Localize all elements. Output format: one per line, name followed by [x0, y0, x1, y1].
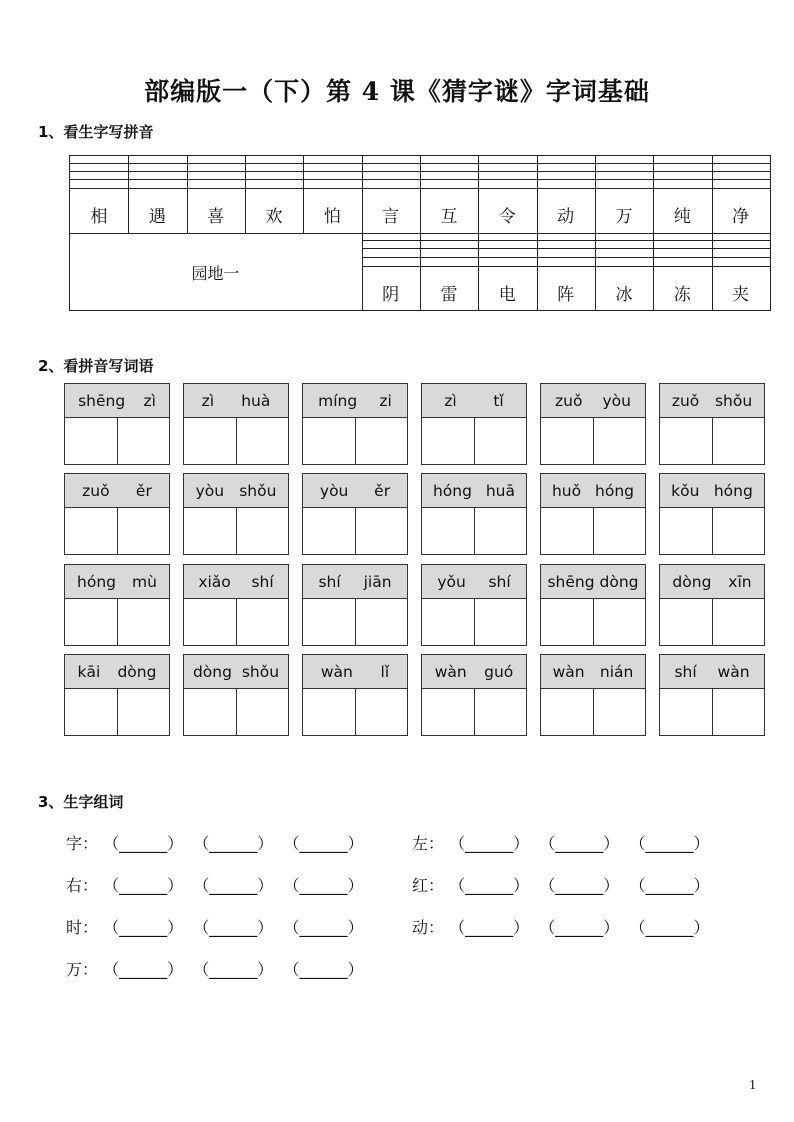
blank-field[interactable]: （______）: [273, 834, 364, 853]
blank-field[interactable]: （______）: [619, 834, 710, 853]
word-box: [659, 383, 765, 465]
cell-divider: [117, 418, 118, 464]
pinyin-label: [65, 384, 169, 418]
pinyin-syllable: shí: [251, 572, 274, 591]
writing-cells[interactable]: [422, 689, 526, 735]
cell-divider: [474, 418, 475, 464]
writing-cells[interactable]: [541, 689, 645, 735]
pinyin-syllable: shí: [488, 572, 511, 591]
word-box: [659, 473, 765, 555]
char-label: 右：: [66, 876, 99, 895]
pinyin-label: [660, 565, 764, 599]
pinyin-syllable: zuǒ: [555, 391, 583, 410]
pinyin-syllable: wàn: [434, 662, 467, 681]
char-cell: 电: [498, 285, 516, 305]
blank-field[interactable]: （______）: [619, 918, 710, 937]
char-cell: 冻: [673, 285, 691, 305]
cell-divider: [712, 418, 713, 464]
writing-cells[interactable]: [65, 599, 169, 645]
blank-field[interactable]: （______）: [273, 918, 364, 937]
char-cell: 纯: [673, 207, 691, 227]
cell-divider: [355, 418, 356, 464]
blank-field[interactable]: （______）: [183, 918, 274, 937]
pinyin-syllable: zì: [143, 391, 156, 410]
blank-field[interactable]: （______）: [444, 834, 530, 853]
word-box: [183, 654, 289, 736]
pinyin-syllable: lǐ: [380, 662, 390, 681]
char-label: 万：: [66, 960, 99, 979]
pinyin-syllable: wàn: [320, 662, 353, 681]
pinyin-syllable: huǒ: [551, 481, 582, 500]
pinyin-syllable: shǒu: [241, 662, 280, 681]
pinyin-syllable: zì: [201, 391, 215, 410]
pinyin-syllable: dòng: [192, 662, 232, 681]
writing-cells[interactable]: [422, 418, 526, 464]
word-box: [540, 383, 646, 465]
writing-cells[interactable]: [303, 599, 407, 645]
pinyin-syllable: xīn: [728, 572, 752, 591]
cell-divider: [593, 599, 594, 645]
pinyin-syllable: hóng: [713, 481, 753, 500]
cell-divider: [236, 689, 237, 735]
cell-divider: [355, 508, 356, 554]
char-cell: 怕: [323, 207, 341, 227]
pinyin-syllable: zuǒ: [82, 481, 110, 500]
pinyin-label: [541, 655, 645, 689]
pinyin-syllable: hóng: [432, 481, 472, 500]
pinyin-syllable: huà: [241, 391, 271, 410]
writing-cells[interactable]: [184, 689, 288, 735]
word-building-row: [412, 873, 709, 896]
word-box: [183, 473, 289, 555]
pinyin-label: [541, 474, 645, 508]
char-cell: 动: [557, 207, 575, 227]
blank-field[interactable]: （______）: [529, 918, 620, 937]
pinyin-syllable: dòng: [672, 572, 712, 591]
writing-cells[interactable]: [660, 599, 764, 645]
char-cell: 阴: [382, 285, 400, 305]
word-building-row: [412, 831, 709, 854]
pinyin-label: [660, 655, 764, 689]
word-box: [540, 473, 646, 555]
pinyin-syllable: dòng: [599, 572, 639, 591]
cell-divider: [117, 508, 118, 554]
blank-field[interactable]: （______）: [444, 876, 530, 895]
pinyin-line: [362, 248, 770, 249]
pinyin-syllable: zì: [444, 391, 457, 410]
word-building-row: [66, 873, 363, 896]
pinyin-label: [541, 565, 645, 599]
word-box: [421, 654, 527, 736]
writing-cells[interactable]: [541, 418, 645, 464]
pinyin-label: [303, 655, 407, 689]
pinyin-label: [303, 474, 407, 508]
char-cell: 雷: [440, 285, 458, 305]
blank-field[interactable]: （______）: [183, 876, 274, 895]
word-box: [302, 654, 408, 736]
pinyin-syllable: shǒu: [714, 391, 753, 410]
char-cell: 相: [90, 207, 108, 227]
pinyin-syllable: nián: [599, 662, 634, 681]
word-box: [421, 383, 527, 465]
char-cell: 言: [382, 207, 400, 227]
char-cell: 喜: [207, 207, 225, 227]
cell-divider: [474, 508, 475, 554]
pinyin-label: [422, 655, 526, 689]
char-cell: 冰: [615, 285, 633, 305]
word-box: [64, 564, 170, 646]
pinyin-syllable: jiān: [363, 572, 392, 591]
writing-cells[interactable]: [184, 599, 288, 645]
pinyin-syllable: míng: [318, 391, 358, 410]
char-cell: 万: [615, 207, 633, 227]
pinyin-syllable: wàn: [717, 662, 750, 681]
word-box: [183, 564, 289, 646]
word-building-row: [66, 831, 363, 854]
pinyin-label: [422, 565, 526, 599]
pinyin-label: [660, 474, 764, 508]
char-cell: 令: [498, 207, 516, 227]
char-cell: 欢: [265, 207, 283, 227]
blank-field[interactable]: （______）: [529, 834, 620, 853]
pinyin-table: [69, 155, 771, 311]
pinyin-syllable: xiǎo: [198, 572, 231, 591]
page-title: 部编版一（下）第 4 课《猜字谜》字词基础: [144, 77, 650, 106]
cell-divider: [593, 689, 594, 735]
char-cell: 夹: [732, 285, 750, 305]
word-box: [183, 383, 289, 465]
blank-field[interactable]: （______）: [619, 876, 710, 895]
writing-cells[interactable]: [65, 689, 169, 735]
pinyin-syllable: shǒu: [239, 481, 277, 500]
writing-cells[interactable]: [660, 418, 764, 464]
writing-cells[interactable]: [660, 508, 764, 554]
pinyin-label: [184, 384, 288, 418]
pinyin-label: [184, 565, 288, 599]
cell-divider: [355, 689, 356, 735]
char-label: 时：: [66, 918, 99, 937]
char-cell: 阵: [557, 285, 575, 305]
pinyin-syllable: kǒu: [671, 481, 700, 500]
yuandi-label: 园地一: [191, 263, 240, 283]
pinyin-line: [362, 266, 770, 267]
pinyin-syllable: shí: [674, 662, 697, 681]
word-box: [421, 564, 527, 646]
pinyin-syllable: tǐ: [493, 391, 504, 410]
blank-field[interactable]: （______）: [444, 918, 530, 937]
word-box: [64, 473, 170, 555]
word-box: [302, 564, 408, 646]
cell-divider: [117, 599, 118, 645]
blank-field[interactable]: （______）: [183, 960, 274, 979]
writing-cells[interactable]: [303, 508, 407, 554]
word-box: [540, 654, 646, 736]
cell-divider: [474, 689, 475, 735]
cell-divider: [712, 508, 713, 554]
section2-heading: 2、看拼音写词语: [38, 357, 154, 375]
word-box: [302, 383, 408, 465]
blank-field[interactable]: （______）: [98, 834, 184, 853]
pinyin-syllable: dòng: [117, 662, 157, 681]
pinyin-syllable: shí: [318, 572, 341, 591]
writing-cells[interactable]: [65, 418, 169, 464]
word-building-row: [66, 915, 363, 938]
pinyin-label: [541, 384, 645, 418]
char-label: 左：: [412, 834, 445, 853]
word-box: [421, 473, 527, 555]
pinyin-label: [65, 565, 169, 599]
writing-cells[interactable]: [184, 508, 288, 554]
pinyin-syllable: kāi: [77, 662, 101, 681]
pinyin-syllable: shēng: [78, 391, 126, 410]
pinyin-label: [303, 565, 407, 599]
char-cell: 净: [732, 207, 750, 227]
cell-divider: [355, 599, 356, 645]
writing-cells[interactable]: [184, 418, 288, 464]
pinyin-syllable: yǒu: [437, 572, 466, 591]
pinyin-syllable: ěr: [374, 481, 391, 500]
pinyin-label: [65, 474, 169, 508]
pinyin-syllable: ěr: [135, 481, 152, 500]
char-label: 红：: [412, 876, 445, 895]
section1-heading: 1、看生字写拼音: [38, 123, 154, 141]
blank-field[interactable]: （______）: [273, 876, 364, 895]
pinyin-label: [303, 384, 407, 418]
char-label: 字：: [66, 834, 99, 853]
pinyin-syllable: hóng: [77, 572, 116, 591]
word-box: [659, 654, 765, 736]
pinyin-label: [422, 384, 526, 418]
page-number: 1: [749, 1078, 756, 1093]
blank-field[interactable]: （______）: [183, 834, 274, 853]
pinyin-syllable: shēng: [547, 572, 595, 591]
pinyin-label: [660, 384, 764, 418]
cell-divider: [236, 599, 237, 645]
writing-cells[interactable]: [422, 599, 526, 645]
pinyin-syllable: guó: [484, 662, 514, 681]
char-label: 动：: [412, 918, 445, 937]
word-building-row: [412, 915, 709, 938]
cell-divider: [593, 508, 594, 554]
pinyin-syllable: hóng: [595, 481, 635, 500]
pinyin-label: [184, 474, 288, 508]
word-box: [64, 654, 170, 736]
cell-divider: [593, 418, 594, 464]
pinyin-syllable: yòu: [319, 481, 349, 500]
pinyin-syllable: mù: [132, 572, 157, 591]
pinyin-syllable: yòu: [602, 391, 631, 410]
pinyin-line: [362, 257, 770, 258]
cell-divider: [712, 599, 713, 645]
char-cell: 遇: [148, 207, 166, 227]
pinyin-line: [362, 240, 770, 241]
blank-field[interactable]: （______）: [98, 876, 184, 895]
pinyin-syllable: yòu: [195, 481, 225, 500]
blank-field[interactable]: （______）: [98, 918, 184, 937]
cell-divider: [236, 508, 237, 554]
word-box: [540, 564, 646, 646]
writing-cells[interactable]: [541, 599, 645, 645]
pinyin-syllable: zuǒ: [671, 391, 700, 410]
pinyin-label: [184, 655, 288, 689]
cell-divider: [236, 418, 237, 464]
pinyin-label: [422, 474, 526, 508]
blank-field[interactable]: （______）: [273, 960, 364, 979]
word-building-row: [66, 957, 363, 980]
pinyin-label: [65, 655, 169, 689]
cell-divider: [474, 599, 475, 645]
writing-cells[interactable]: [422, 508, 526, 554]
word-box: [64, 383, 170, 465]
writing-cells[interactable]: [303, 418, 407, 464]
writing-cells[interactable]: [660, 689, 764, 735]
pinyin-syllable: zi: [379, 391, 392, 410]
cell-divider: [117, 689, 118, 735]
blank-field[interactable]: （______）: [98, 960, 184, 979]
cell-divider: [712, 689, 713, 735]
pinyin-syllable: wàn: [552, 662, 585, 681]
char-cell: 互: [440, 207, 458, 227]
writing-cells[interactable]: [303, 689, 407, 735]
word-box: [302, 473, 408, 555]
blank-field[interactable]: （______）: [529, 876, 620, 895]
writing-cells[interactable]: [65, 508, 169, 554]
section3-heading: 3、生字组词: [38, 793, 124, 811]
pinyin-syllable: huā: [485, 481, 516, 500]
writing-cells[interactable]: [541, 508, 645, 554]
word-box: [659, 564, 765, 646]
